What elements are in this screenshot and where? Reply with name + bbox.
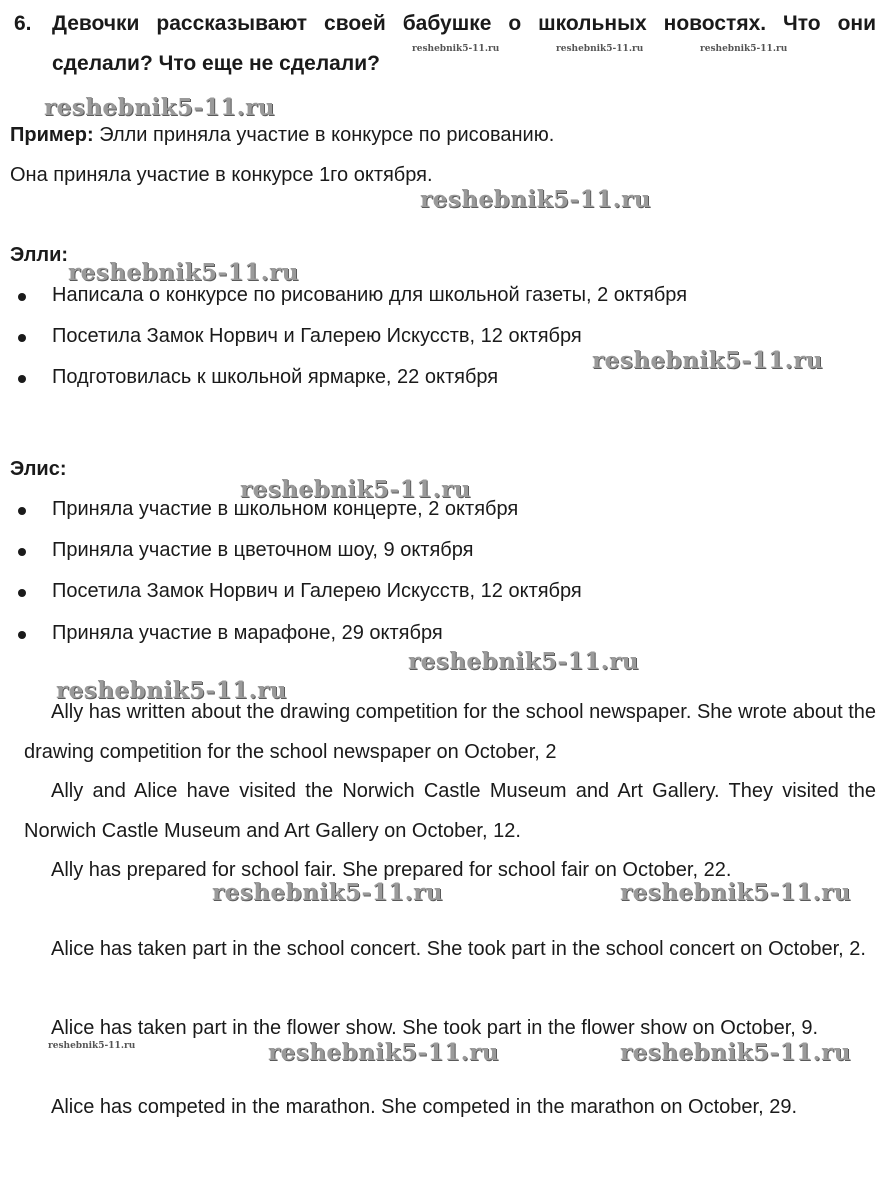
- watermark: reshebnik5-11.ru: [620, 879, 851, 906]
- example-line-1: [10, 124, 554, 147]
- watermark: reshebnik5-11.ru: [44, 94, 275, 121]
- example-label: Пример:: [10, 124, 94, 146]
- watermark: reshebnik5-11.ru: [408, 648, 639, 675]
- alice-heading: Элис:: [10, 458, 67, 480]
- example-text-1: Элли приняла участие в конкурсе по рисованию.: [99, 124, 555, 146]
- bullet-icon: [18, 375, 26, 383]
- ally-heading: Элли:: [10, 244, 69, 266]
- bullet-icon: [18, 334, 26, 342]
- answer-paragraph: Alice has taken part in the flower show. She took part in the flower show on October, 9.: [51, 1017, 819, 1039]
- answer-paragraph: Ally has prepared for school fair. She prepared for school fair on October, 22.: [51, 859, 732, 881]
- task-number: 6.: [14, 12, 32, 35]
- bullet-icon: [18, 293, 26, 301]
- answer-paragraph: Ally and Alice have visited the Norwich Castle Museum and Art Gallery. They visited the Norwich Castle Museum and Art Gallery on October, 12.: [24, 780, 876, 842]
- watermark: reshebnik5-11.ru: [412, 44, 500, 54]
- example-line-2: Она приняла участие в конкурсе 1го октября.: [10, 164, 433, 186]
- watermark: reshebnik5-11.ru: [620, 1039, 851, 1066]
- bullet-icon: [18, 589, 26, 597]
- bullet-icon: [18, 507, 26, 515]
- answer-paragraph: Alice has competed in the marathon. She competed in the marathon on October, 29.: [51, 1096, 798, 1118]
- watermark: reshebnik5-11.ru: [556, 44, 644, 54]
- watermark: reshebnik5-11.ru: [240, 476, 471, 503]
- bullet-icon: [18, 631, 26, 639]
- watermark: reshebnik5-11.ru: [212, 879, 443, 906]
- task-text: Девочки рассказывают своей бабушке о школьных новостях. Что они сделали? Что еще не сделали?: [52, 12, 876, 75]
- watermark: reshebnik5-11.ru: [68, 259, 299, 286]
- bullet-icon: [18, 548, 26, 556]
- watermark: reshebnik5-11.ru: [48, 1041, 136, 1051]
- watermark: reshebnik5-11.ru: [700, 44, 788, 54]
- answer-paragraph: Ally has written about the drawing competition for the school newspaper. She wrote about the drawing competition for the school newspaper on October, 2: [24, 701, 876, 763]
- answer-paragraph: Alice has taken part in the school concert. She took part in the school concert on October, 2.: [51, 938, 866, 960]
- watermark: reshebnik5-11.ru: [420, 186, 651, 213]
- watermark: reshebnik5-11.ru: [592, 347, 823, 374]
- watermark: reshebnik5-11.ru: [268, 1039, 499, 1066]
- watermark: reshebnik5-11.ru: [56, 677, 287, 704]
